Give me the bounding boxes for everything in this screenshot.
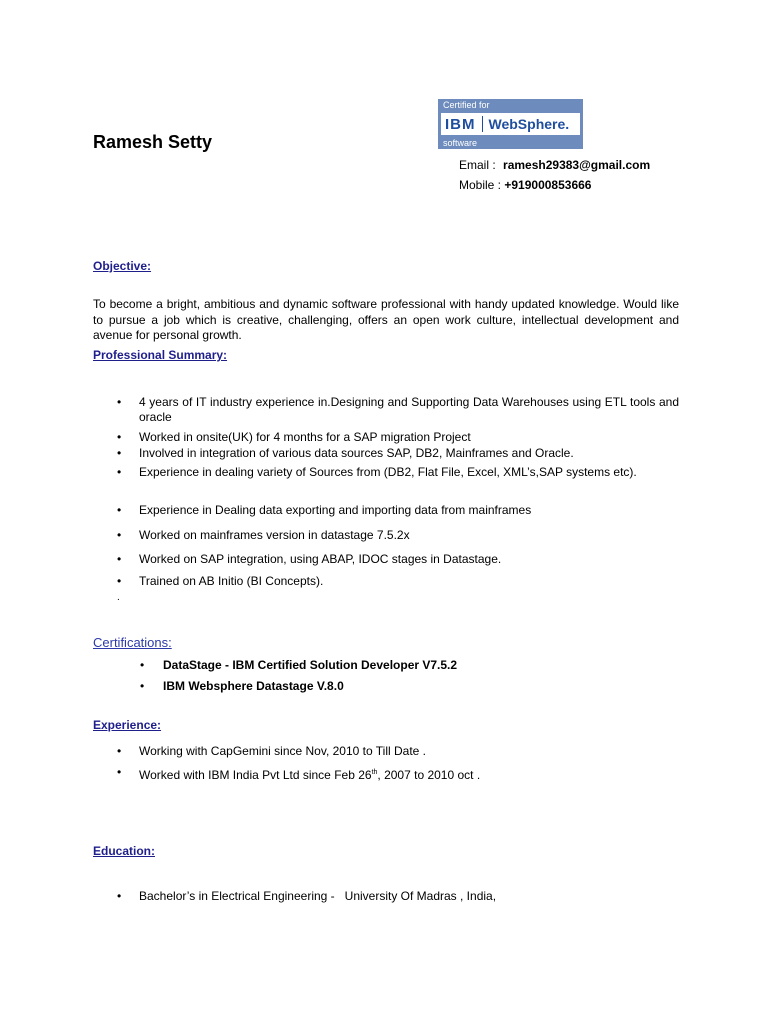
bullet: •: [140, 679, 145, 693]
list-item: IBM Websphere Datastage V.8.0: [163, 679, 344, 693]
objective-heading: Objective:: [93, 259, 152, 273]
logo-band: [441, 113, 580, 135]
list-item: Trained on AB Initio (BI Concepts).: [139, 574, 324, 588]
bullet: •: [117, 430, 122, 444]
ibm-logo-icon: IBM: [445, 115, 476, 133]
experience-ibm-text: Worked with IBM India Pvt Ltd since Feb 26: [139, 768, 372, 782]
bullet: •: [117, 765, 122, 779]
bullet: •: [117, 503, 122, 517]
logo-bottom-text: software: [443, 138, 478, 148]
candidate-name: Ramesh Setty: [93, 132, 213, 152]
education-heading: Education:: [93, 844, 155, 858]
logo-divider: [482, 116, 483, 132]
list-item: Experience in dealing variety of Sources from (DB2, Flat File, Excel, XML’s,SAP systems etc).: [139, 465, 637, 479]
websphere-certified-logo: [438, 99, 583, 149]
mobile-line: [459, 178, 591, 192]
mobile-label: Mobile :: [459, 178, 502, 192]
experience-ibm-text-end: , 2007 to 2010 oct .: [377, 768, 481, 782]
professional-summary-heading: Professional Summary:: [93, 348, 228, 362]
bullet: •: [117, 552, 122, 566]
bullet: •: [117, 889, 122, 903]
list-item: Worked on SAP integration, using ABAP, IDOC stages in Datastage.: [139, 552, 502, 566]
bullet: •: [117, 446, 122, 460]
list-item: Working with CapGemini since Nov, 2010 to Till Date .: [139, 744, 427, 758]
objective-text: To become a bright, ambitious and dynamic software professional with handy updated knowledge. Would like to pursue a job which is creative, challenging, offers an open work culture, intellectual development and avenue for personal growth.: [93, 297, 679, 342]
bullet: •: [117, 465, 122, 479]
list-item: Worked in onsite(UK) for 4 months for a SAP migration Project: [139, 430, 471, 444]
mobile-value: +919000853666: [504, 178, 592, 192]
bullet: •: [117, 528, 122, 542]
list-item: [139, 765, 679, 783]
experience-heading: Experience:: [93, 718, 162, 732]
email-label: Email :: [459, 158, 496, 172]
ordinal-suffix: th: [371, 769, 378, 776]
bullet: •: [117, 744, 122, 758]
list-item: Involved in integration of various data sources SAP, DB2, Mainframes and Oracle.: [139, 446, 574, 460]
bullet: •: [117, 395, 122, 409]
email-line: [459, 158, 650, 172]
certifications-heading: Certifications:: [93, 635, 172, 650]
list-item: Worked on mainframes version in datastage 7.5.2x: [139, 528, 410, 542]
trailing-dot: .: [117, 592, 120, 603]
list-item: 4 years of IT industry experience in.Designing and Supporting Data Warehouses using ETL tools and oracle: [139, 395, 679, 424]
email-value: ramesh29383@gmail.com: [503, 158, 651, 172]
bullet: •: [140, 658, 145, 672]
logo-top-text: Certified for: [443, 100, 490, 110]
bullet: •: [117, 574, 122, 588]
logo-product: WebSphere.: [488, 116, 570, 132]
list-item: DataStage - IBM Certified Solution Developer V7.5.2: [163, 658, 458, 672]
list-item: Bachelor’s in Electrical Engineering - University Of Madras , India,: [139, 889, 497, 903]
list-item: Experience in Dealing data exporting and importing data from mainframes: [139, 503, 532, 517]
